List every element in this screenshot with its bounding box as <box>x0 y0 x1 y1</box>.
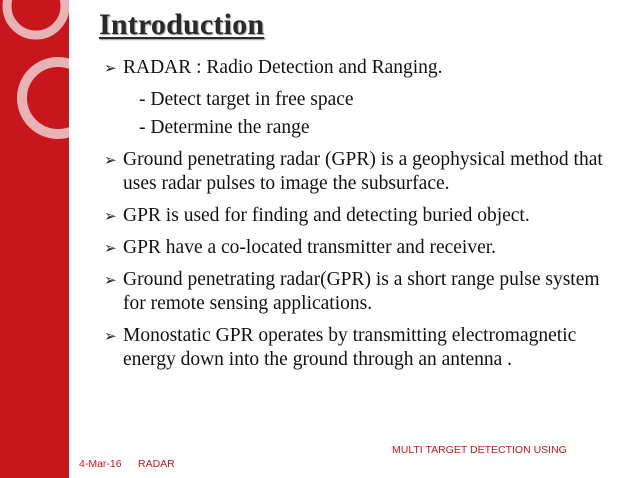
footer-title-line2: RADAR <box>138 458 175 470</box>
arrow-bullet-icon: ➢ <box>104 327 117 345</box>
arrow-bullet-icon: ➢ <box>104 271 117 289</box>
bullet-text: RADAR : Radio Detection and Ranging. <box>123 57 443 78</box>
bullet-item <box>102 148 622 196</box>
decorative-circles <box>0 0 69 478</box>
bullet-item <box>102 236 622 260</box>
bullet-item <box>102 56 622 80</box>
bullet-text: GPR is used for finding and detecting buried object. <box>123 205 530 226</box>
bullet-item <box>102 268 622 316</box>
arrow-bullet-icon: ➢ <box>104 207 117 225</box>
arrow-bullet-icon: ➢ <box>104 239 117 257</box>
sub-item: - Detect target in free space <box>139 89 354 110</box>
slide-content <box>102 56 622 380</box>
footer-title-line1: MULTI TARGET DETECTION USING <box>392 444 567 456</box>
bullet-item <box>102 204 622 228</box>
sub-item: - Determine the range <box>139 117 310 138</box>
bullet-text: Ground penetrating radar(GPR) is a short range pulse system for remote sensing applications. <box>123 269 600 314</box>
arrow-bullet-icon: ➢ <box>104 59 117 77</box>
bullet-text: Monostatic GPR operates by transmitting electromagnetic energy down into the ground through an antenna . <box>123 325 577 370</box>
arrow-bullet-icon: ➢ <box>104 151 117 169</box>
bullet-item <box>102 324 622 372</box>
bullet-text: GPR have a co-located transmitter and receiver. <box>123 237 497 258</box>
side-decoration-band <box>0 0 69 478</box>
slide-title: Introduction <box>99 8 265 41</box>
footer-date: 4-Mar-16 <box>79 458 122 470</box>
bullet-text: Ground penetrating radar (GPR) is a geophysical method that uses radar pulses to image the subsurface. <box>123 149 603 194</box>
